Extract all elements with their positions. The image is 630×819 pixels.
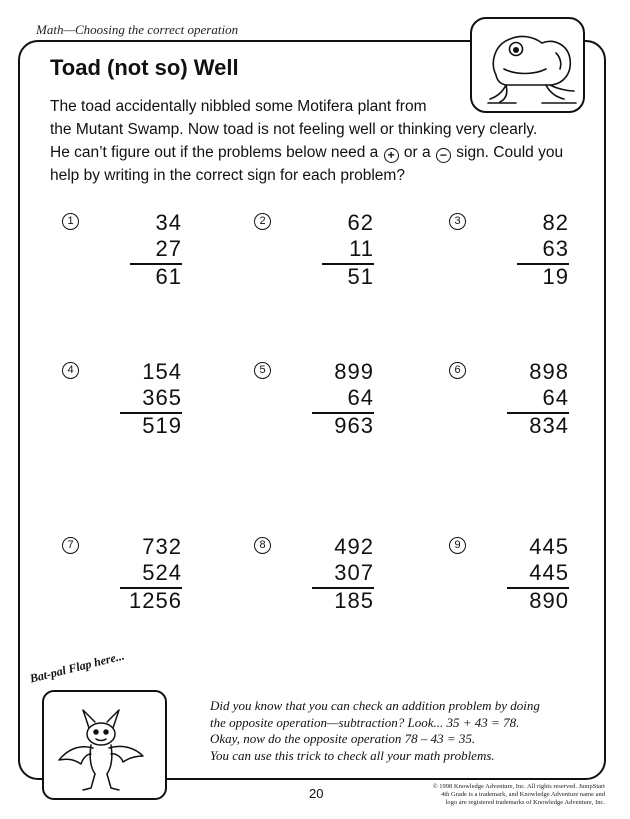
first-operand: 732 xyxy=(142,534,182,559)
minus-circle-icon: − xyxy=(436,148,451,163)
first-operand: 34 xyxy=(155,210,182,235)
page-title: Toad (not so) Well xyxy=(50,55,239,80)
result: 890 xyxy=(529,588,569,613)
first-operand: 82 xyxy=(542,210,569,235)
second-operand[interactable]: 64 xyxy=(542,385,569,410)
second-operand[interactable]: 11 xyxy=(349,236,374,261)
first-operand: 62 xyxy=(347,210,374,235)
plus-circle-icon: + xyxy=(384,148,399,163)
problem-number-badge: 4 xyxy=(62,362,79,379)
intro-paragraph xyxy=(50,95,595,187)
intro-line-4: help by writing in the correct sign for each problem? xyxy=(50,167,405,184)
problem-number-badge: 8 xyxy=(254,537,271,554)
header-subject: Math—Choosing the correct operation xyxy=(36,22,239,37)
batpal-flap-label: Bat-pal Flap here... xyxy=(26,648,128,687)
intro-line-2: the Mutant Swamp. Now toad is not feeling well or thinking very clearly. xyxy=(50,121,538,138)
first-operand: 899 xyxy=(334,359,374,384)
tip-paragraph xyxy=(210,698,600,764)
first-operand: 154 xyxy=(142,359,182,384)
result: 963 xyxy=(334,413,374,438)
batpal-illustration xyxy=(49,698,161,796)
problem-4 xyxy=(62,359,182,449)
result: 834 xyxy=(529,413,569,438)
tip-line-2: the opposite operation—subtraction? Look... 35 + 43 = 78. xyxy=(210,714,520,730)
problem-number-badge: 1 xyxy=(62,213,79,230)
copyright-notice xyxy=(400,783,605,807)
first-operand: 492 xyxy=(334,534,374,559)
result: 1256 xyxy=(129,588,182,613)
second-operand[interactable]: 64 xyxy=(347,385,374,410)
first-operand: 445 xyxy=(529,534,569,559)
second-operand[interactable]: 445 xyxy=(529,560,569,585)
result: 519 xyxy=(142,413,182,438)
result: 61 xyxy=(155,264,182,289)
problem-6 xyxy=(449,359,569,449)
problem-number-badge: 2 xyxy=(254,213,271,230)
problem-number-badge: 6 xyxy=(449,362,466,379)
result: 19 xyxy=(542,264,569,289)
result: 185 xyxy=(334,588,374,613)
problem-1 xyxy=(62,210,182,300)
problem-2 xyxy=(254,210,374,300)
problem-9 xyxy=(449,534,569,624)
tip-line-1: Did you know that you can check an addition problem by doing xyxy=(210,698,540,713)
problem-number-badge: 5 xyxy=(254,362,271,379)
problem-number-badge: 3 xyxy=(449,213,466,230)
problem-number-badge: 7 xyxy=(62,537,79,554)
intro-line-3-middle: or a xyxy=(403,144,431,161)
problem-number-badge: 9 xyxy=(449,537,466,554)
copyright-line-3: logo are registered trademarks of Knowledge Adventure, Inc. xyxy=(445,799,605,806)
second-operand[interactable]: 27 xyxy=(155,236,182,261)
first-operand: 898 xyxy=(529,359,569,384)
intro-line-3-end: sign. Could you xyxy=(456,144,564,161)
copyright-line-1: © 1998 Knowledge Adventure, Inc. All rights reserved. JumpStart xyxy=(432,783,605,790)
intro-line-1: The toad accidentally nibbled some Motifera plant from xyxy=(50,98,427,115)
second-operand[interactable]: 63 xyxy=(542,236,569,261)
intro-line-3 xyxy=(50,141,595,164)
second-operand[interactable]: 307 xyxy=(334,560,374,585)
problem-3 xyxy=(449,210,569,300)
copyright-line-2: 4th Grade is a trademark, and Knowledge Adventure name and xyxy=(441,791,605,798)
problem-5 xyxy=(254,359,374,449)
result: 51 xyxy=(347,264,374,289)
page-number: 20 xyxy=(309,786,324,801)
second-operand[interactable]: 524 xyxy=(142,560,182,585)
problem-7 xyxy=(62,534,182,624)
tip-line-4: You can use this trick to check all your math problems. xyxy=(210,747,495,763)
intro-line-3-start: He can’t figure out if the problems below need a xyxy=(50,144,379,161)
second-operand[interactable]: 365 xyxy=(142,385,182,410)
tip-line-3: Okay, now do the opposite operation 78 – 43 = 35. xyxy=(210,731,476,746)
batpal-illustration-box xyxy=(42,690,167,800)
problem-8 xyxy=(254,534,374,624)
